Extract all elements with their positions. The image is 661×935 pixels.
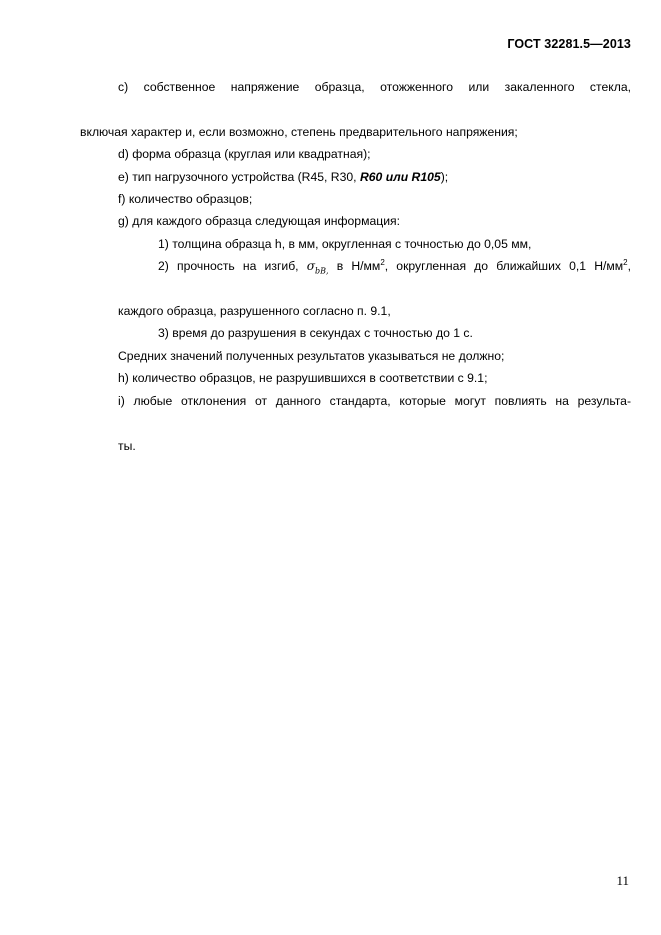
item-g2-sup1: 2 <box>380 258 385 268</box>
item-e-bold: R60 или R105 <box>359 169 441 184</box>
item-e-prefix: е) тип нагрузочного устройства (R45, R30, <box>118 169 360 184</box>
item-i-line2: ты. <box>118 438 136 453</box>
standard-code-header: ГОСТ 32281.5—2013 <box>507 37 631 51</box>
item-d: d) форма образца (круглая или квадратная); <box>118 147 371 162</box>
item-g2-rest: , округленная до ближайших 0,1 Н/мм <box>384 259 624 274</box>
item-c-line1-text: с) собственное напряжение образца, отожженного или закаленного стекла, <box>118 80 631 94</box>
item-e-suffix: ); <box>440 169 449 184</box>
item-g2-end: , <box>627 259 632 274</box>
item-e <box>80 166 631 188</box>
item-f: f) количество образцов; <box>118 192 253 207</box>
item-i-line1-text: i) любые отклонения от данного стандарта, которые могут повлиять на результа- <box>118 393 631 408</box>
item-g1: 1) толщина образца h, в мм, округленная с точностью до 0,05 мм, <box>158 236 532 251</box>
item-i-line1 <box>80 390 631 435</box>
item-g2-mid: в Н/мм <box>336 259 381 274</box>
averages-note: Средних значений полученных результатов указываться не должно; <box>118 348 505 363</box>
page-number: 11 <box>616 873 629 888</box>
sigma-symbol: σ <box>306 259 316 274</box>
item-c-line1 <box>80 76 631 121</box>
item-g2-prefix: 2) прочность на изгиб, <box>158 259 299 274</box>
sigma-subscript: bB, <box>315 266 329 276</box>
item-h: h) количество образцов, не разрушившихся в соответствии с 9.1; <box>118 371 488 386</box>
item-g2-sup2: 2 <box>623 258 628 268</box>
item-g3: 3) время до разрушения в секундах с точностью до 1 с. <box>158 326 473 341</box>
item-c-line2: включая характер и, если возможно, степень предварительного напряжения; <box>80 124 518 139</box>
document-body <box>80 76 631 457</box>
item-g: g) для каждого образца следующая информация: <box>118 214 401 229</box>
item-g2-line1 <box>80 255 631 300</box>
item-g2-line2: каждого образца, разрушенного согласно п. 9.1, <box>118 304 391 319</box>
